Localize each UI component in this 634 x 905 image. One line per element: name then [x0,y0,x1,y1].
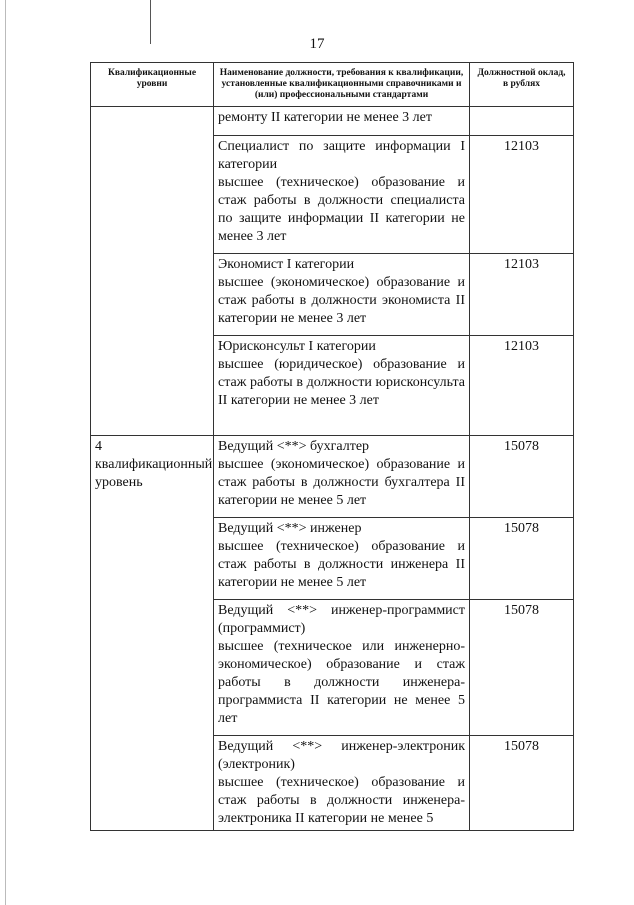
salary-cell: 15078 [470,518,574,600]
position-requirements: высшее (юридическое) образование и стаж работы в должности юрисконсульта II категории не менее 3 лет [218,357,465,408]
position-cell [214,136,470,254]
position-requirements: высшее (техническое или инженерно-экономическое) образование и стаж работы в должности инженера-программиста II категории не менее 5 лет [218,639,465,726]
salary-cell: 12103 [470,136,574,254]
page-number: 17 [309,36,325,52]
position-title: Юрисконсульт I категории [218,339,376,354]
header-levels: Квалификационные уровни [91,63,214,107]
scan-line-left [150,0,151,44]
position-requirements: высшее (экономическое) образование и стаж работы в должности бухгалтера II категории не менее 5 лет [218,457,465,508]
salary-cell: 15078 [470,436,574,518]
level-cell-3 [91,107,214,436]
position-requirements: высшее (техническое) образование и стаж работы в должности инженера-электроника II категории не менее 5 [218,775,465,826]
position-cell [214,736,470,831]
position-requirements: высшее (экономическое) образование и стаж работы в должности экономиста II категории не менее 3 лет [218,275,465,326]
position-title: ремонту II категории не менее 3 лет [218,110,432,125]
salary-cell [470,107,574,136]
position-title: Специалист по защите информации I категории [218,139,465,172]
table-row [91,436,574,518]
position-requirements: высшее (техническое) образование и стаж работы в должности инженера II категории не менее 5 лет [218,539,465,590]
position-title: Ведущий <**> инженер [218,521,362,536]
position-cell [214,436,470,518]
position-title: Ведущий <**> инженер-электроник (электроник) [218,739,465,772]
salary-cell: 15078 [470,600,574,736]
table-header-row [91,63,574,107]
position-title: Ведущий <**> бухгалтер [218,439,370,454]
position-cell [214,107,470,136]
salary-cell: 15078 [470,736,574,831]
position-cell [214,336,470,436]
scan-line-left-margin [5,0,6,905]
header-salary: Должностной оклад, в рублях [470,63,574,107]
salary-cell: 12103 [470,336,574,436]
position-cell [214,600,470,736]
position-title: Ведущий <**> инженер-программист (программист) [218,603,465,636]
position-requirements: высшее (техническое) образование и стаж работы в должности специалиста по защите информации II категории не менее 3 лет [218,175,465,244]
position-cell [214,254,470,336]
table-row [91,107,574,136]
salary-cell: 12103 [470,254,574,336]
level-cell-4: 4 квалификационный уровень [91,436,214,831]
position-cell [214,518,470,600]
qualification-table [90,62,574,831]
position-title: Экономист I категории [218,257,355,272]
header-position: Наименование должности, требования к квалификации, установленные квалификационными справочниками и (или) профессиональными стандартами [214,63,470,107]
